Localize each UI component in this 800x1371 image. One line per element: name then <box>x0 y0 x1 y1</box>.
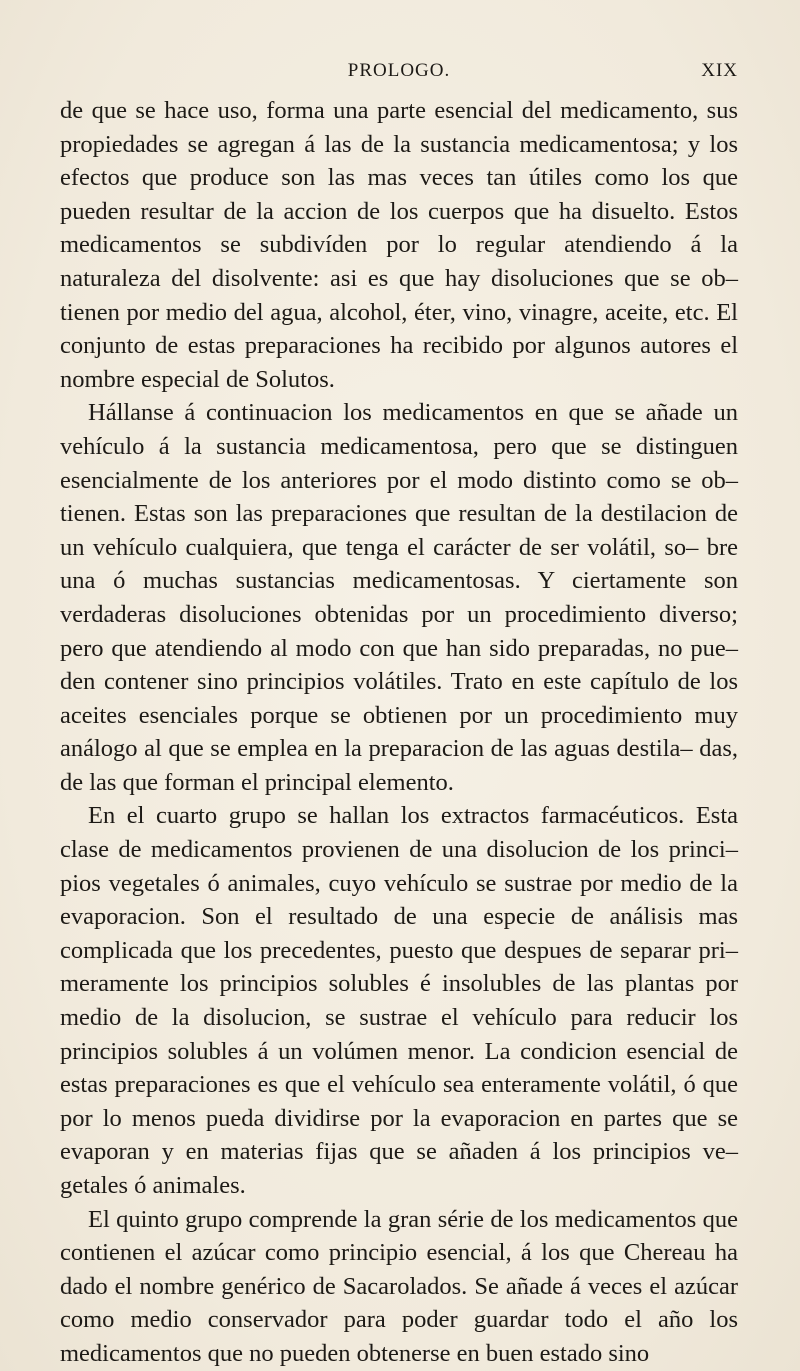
page-number: XIX <box>701 60 738 81</box>
paragraph-4: El quinto grupo comprende la gran série de los medicamentos que contienen el azúcar como principio esencial, á los que Chereau ha dado el nombre genérico de Sacarolados. Se añade á veces el azúcar como medio conservador para poder guardar todo el año los medicamentos que no pueden obtenerse en buen estado sino <box>60 1205 738 1367</box>
body-text <box>60 94 738 1371</box>
paragraph-1: de que se hace uso, forma una parte esencial del medicamento, sus propiedades se agregan á las de la sustancia medicamentosa; y los efectos que produce son las mas veces tan útiles como los que pueden resultar de la accion de los cuerpos que ha disuelto. Estos medicamentos se subdivíden por lo regular atendiendo á la naturaleza del disolvente: asi es que hay disoluciones que se ob– tienen por medio del agua, alcohol, éter, vino, vinagre, aceite, etc. El conjunto de estas preparaciones ha recibido por algunos autores el nombre especial de Solutos. <box>60 97 738 393</box>
running-head <box>60 0 738 90</box>
running-title: PROLOGO. <box>347 60 451 81</box>
paragraph-2: Hállanse á continuacion los medicamentos en que se añade un vehículo á la sustancia medicamentosa, pero que se distinguen esencialmente de los anteriores por el modo distinto como se ob– tienen. Estas son las preparaciones que resultan de la destilacion de un vehículo cualquiera, que tenga el carácter de ser volátil, so– bre una ó muchas sustancias medicamentosas. Y ciertamente son verdaderas disoluciones obtenidas por un procedimiento diverso; pero que atendiendo al modo con que han sido preparadas, no pue– den contener sino principios volátiles. Trato en este capítulo de los aceites esenciales porque se obtienen por un procedimiento muy análogo al que se emplea en la preparacion de las aguas destila– das, de las que forman el principal elemento. <box>60 399 738 796</box>
paragraph-3: En el cuarto grupo se hallan los extractos farmacéuticos. Esta clase de medicamentos provienen de una disolucion de los princi– pios vegetales ó animales, cuyo vehículo se sustrae por medio de la evaporacion. Son el resultado de una especie de análisis mas complicada que los precedentes, puesto que despues de separar pri– meramente los principios solubles é insolubles de las plantas por medio de la disolucion, se sustrae el vehículo para reducir los principios solubles á un volúmen menor. La condicion esencial de estas preparaciones es que el vehículo sea enteramente volátil, ó que por lo menos pueda dividirse por la evaporacion en partes que se evaporan y en materias fijas que se añaden á los principios ve– getales ó animales. <box>60 802 738 1199</box>
